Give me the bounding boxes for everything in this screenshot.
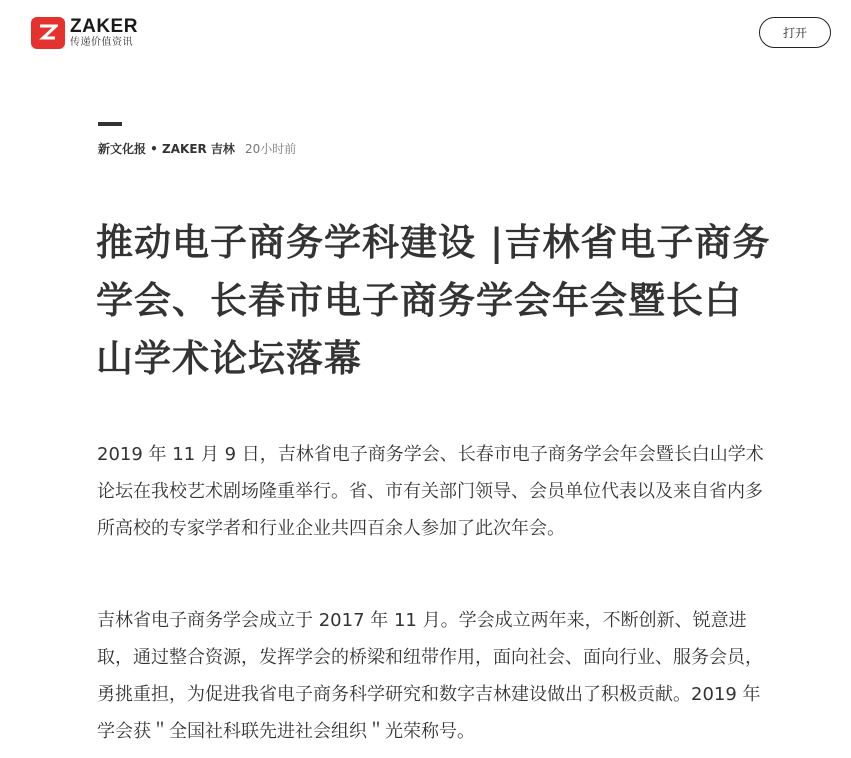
logo-name: ZAKER	[70, 16, 138, 37]
article-title: 推动电子商务学科建设 |吉林省电子商务学会、长春市电子商务学会年会暨长白山学术论坛落幕	[96, 220, 771, 380]
article-paragraph: 2019 年 11 月 9 日，吉林省电子商务学会、长春市电子商务学会年会暨长白山学术论坛在我校艺术剧场隆重举行。省、市有关部门领导、会员单位代表以及来自省内多所高校的专家学者和行业企业共四百余人参加了此次年会。	[97, 444, 764, 539]
article-source[interactable]: 新文化报 • ZAKER 吉林	[98, 142, 235, 156]
article-meta	[98, 141, 296, 157]
zaker-logo[interactable]	[31, 17, 138, 49]
accent-divider	[98, 122, 122, 126]
logo-slogan: 传递价值资讯	[70, 37, 133, 48]
z-letter-icon	[38, 24, 58, 42]
article-paragraph: 吉林省电子商务学会成立于 2017 年 11 月。学会成立两年来，不断创新、锐意进取，通过整合资源，发挥学会的桥梁和纽带作用，面向社会、面向行业、服务会员，勇挑重担，为促进我省电子商务科学研究和数字吉林建设做出了积极贡献。2019 年学会获＂全国社科联先进社会组织＂光荣称号。	[97, 610, 763, 742]
article-time: 20小时前	[244, 142, 297, 156]
zaker-logo-icon	[31, 17, 65, 49]
open-app-button[interactable]: 打开	[759, 17, 831, 48]
